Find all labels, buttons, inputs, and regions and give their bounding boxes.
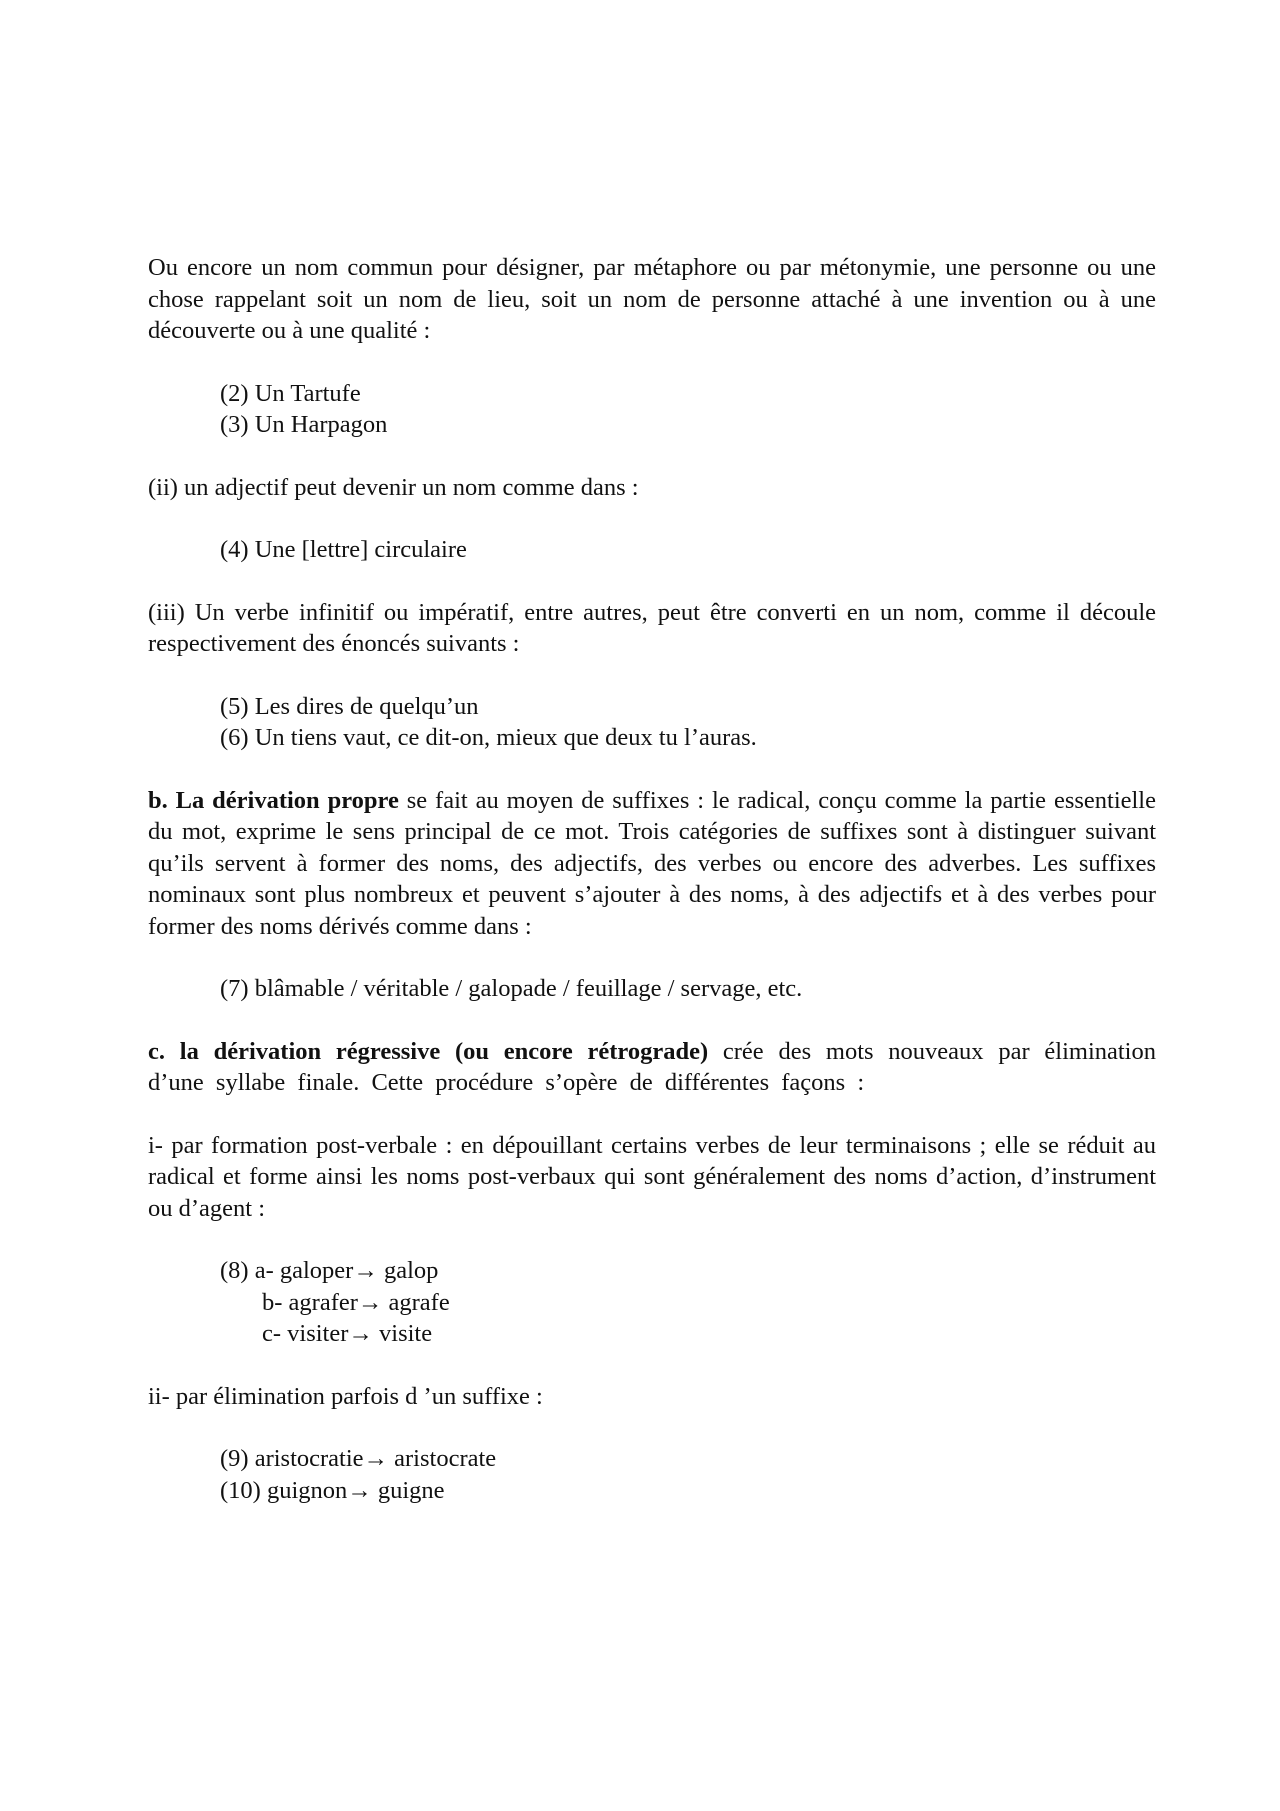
example-6: (6) Un tiens vaut, ce dit-on, mieux que deux tu l’auras. — [220, 724, 757, 751]
paragraph-iii: (iii) Un verbe infinitif ou impératif, entre autres, peut être converti en un nom, comme il découle respectivement des énoncés suivants : — [148, 598, 1156, 657]
document-page — [148, 252, 1156, 1537]
example-block-5-6 — [220, 691, 1156, 754]
example-5: (5) Les dires de quelqu’un — [220, 692, 479, 720]
example-3: (3) Un Harpagon — [220, 411, 388, 438]
example-block-2-3 — [220, 378, 1156, 441]
text-derivation-propre: se fait au moyen de suffixes : le radical, conçu comme la partie essentielle du mot, exprime le sens principal de ce mot. Trois catégories de suffixes sont à distinguer suivant qu’ils servent à former des noms, des adjectifs, des verbes ou encore des adverbes. Les suffixes nominaux sont plus nombreux et peuvent s’ajouter à des noms, à des adjectifs et à des verbes pour former des noms dérivés comme dans : — [148, 786, 1156, 940]
example-block-9-10 — [220, 1443, 1156, 1506]
paragraph-derivation-propre — [148, 785, 1156, 943]
text-derivation-regressive: crée des mots nouveaux par élimination d’une syllabe finale. Cette procédure s’opère de différentes façons : — [148, 1037, 1156, 1096]
example-8c: c- visiter→ visite — [262, 1320, 433, 1347]
paragraph-derivation-regressive — [148, 1036, 1156, 1099]
example-7: (7) blâmable / véritable / galopade / feuillage / servage, etc. — [220, 975, 803, 1002]
example-8a: (8) a- galoper→ galop — [220, 1257, 439, 1284]
example-block-7 — [220, 973, 1156, 1005]
paragraph-formation-post-verbale: i- par formation post-verbale : en dépouillant certains verbes de leur terminaisons ; elle se réduit au radical et forme ainsi les noms post-verbaux qui sont généralement des noms d’action, d’instrument ou d’agent : — [148, 1131, 1156, 1222]
example-block-4 — [220, 534, 1156, 566]
paragraph-elimination-suffixe: ii- par élimination parfois d ’un suffixe : — [148, 1382, 543, 1410]
heading-derivation-regressive: c. la dérivation régressive (ou encore rétrograde) — [148, 1037, 709, 1065]
example-10: (10) guignon→ guigne — [220, 1476, 445, 1504]
example-block-8 — [220, 1255, 1156, 1350]
example-4: (4) Une [lettre] circulaire — [220, 536, 467, 563]
example-9: (9) aristocratie→ aristocrate — [220, 1445, 497, 1472]
example-2: (2) Un Tartufe — [220, 379, 361, 407]
heading-derivation-propre: b. La dérivation propre — [148, 786, 399, 814]
paragraph-intro: Ou encore un nom commun pour désigner, par métaphore ou par métonymie, une personne ou une chose rappelant soit un nom de lieu, soit un nom de personne attaché à une invention ou à une découverte ou à une qualité : — [148, 254, 1156, 344]
paragraph-ii: (ii) un adjectif peut devenir un nom comme dans : — [148, 473, 639, 501]
example-8b: b- agrafer→ agrafe — [262, 1288, 450, 1316]
